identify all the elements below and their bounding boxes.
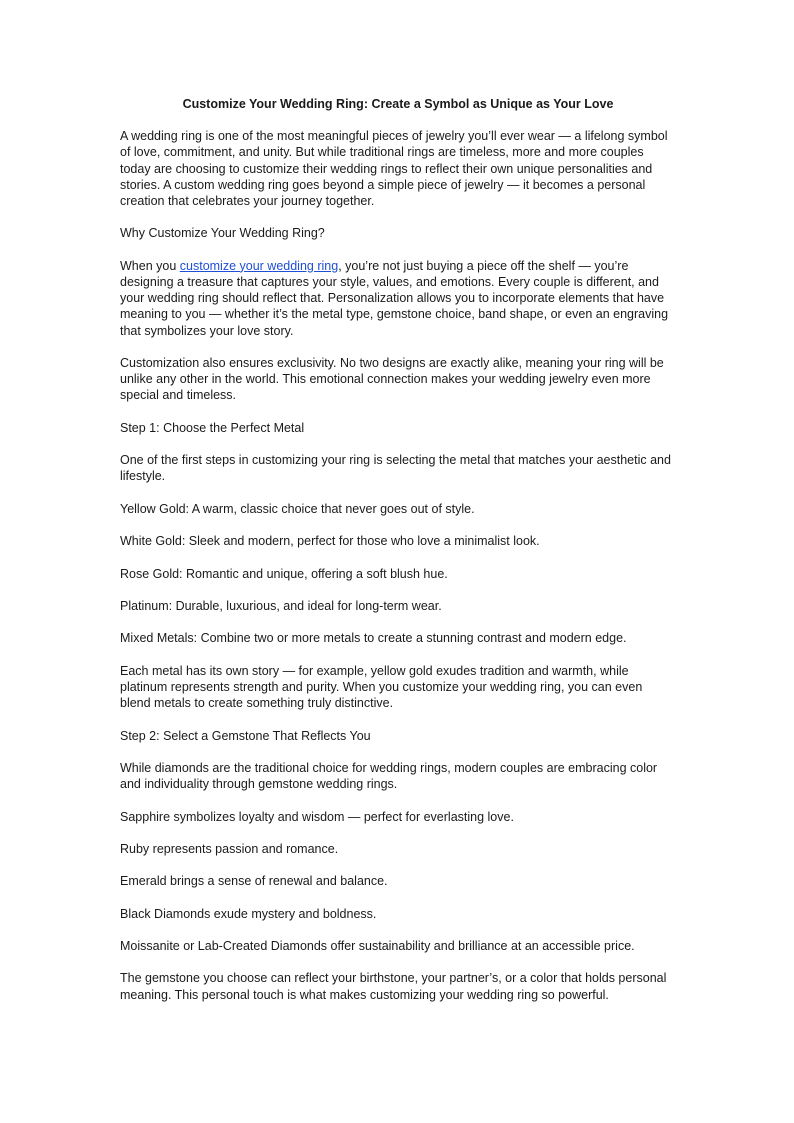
why-paragraph-1: [120, 258, 676, 339]
document-page: [120, 96, 676, 1019]
customize-ring-link[interactable]: customize your wedding ring: [179, 258, 339, 273]
step2-outro: The gemstone you choose can reflect your birthstone, your partner’s, or a color that holds personal meaning. This personal touch is what makes customizing your wedding ring so powerful.: [120, 971, 667, 1002]
gem-item-sapphire: Sapphire symbolizes loyalty and wisdom — perfect for everlasting love.: [120, 809, 514, 824]
gem-item-emerald: Emerald brings a sense of renewal and balance.: [120, 874, 388, 889]
metal-item-white-gold: White Gold: Sleek and modern, perfect for those who love a minimalist look.: [120, 534, 540, 549]
gem-item-black-diamonds: Black Diamonds exude mystery and boldness.: [120, 906, 377, 921]
metal-item-mixed-metals: Mixed Metals: Combine two or more metals to create a stunning contrast and modern edge.: [120, 631, 627, 646]
metal-item-yellow-gold: Yellow Gold: A warm, classic choice that never goes out of style.: [120, 501, 475, 516]
step1-outro: Each metal has its own story — for example, yellow gold exudes tradition and warmth, while platinum represents strength and purity. When you customize your wedding ring, you can even blend metals to create something truly distinctive.: [120, 663, 643, 711]
step1-heading: Step 1: Choose the Perfect Metal: [120, 420, 305, 435]
page-title: Customize Your Wedding Ring: Create a Symbol as Unique as Your Love: [182, 97, 614, 111]
why-paragraph-2: Customization also ensures exclusivity. No two designs are exactly alike, meaning your ring will be unlike any other in the world. This emotional connection makes your wedding jewelry even more special and timeless.: [120, 356, 664, 403]
metal-item-rose-gold: Rose Gold: Romantic and unique, offering a soft blush hue.: [120, 566, 448, 581]
gem-item-ruby: Ruby represents passion and romance.: [120, 841, 339, 856]
step2-heading: Step 2: Select a Gemstone That Reflects You: [120, 728, 371, 743]
intro-paragraph: A wedding ring is one of the most meaningful pieces of jewelry you’ll ever wear — a lifelong symbol of love, commitment, and unity. But while traditional rings are timeless, more and more couples today are choosing to customize their wedding rings to reflect their own unique personalities and stories. A custom wedding ring goes beyond a simple piece of jewelry — it becomes a personal creation that celebrates your journey together.: [120, 129, 668, 209]
why-p1-after: , you’re not just buying a piece off the shelf — you’re designing a treasure that captures your style, values, and emotions. Every couple is different, and your wedding ring should reflect that. Personalization allows you to incorporate elements that have meaning to you — whether it’s the metal type, gemstone choice, band shape, or even an engraving that symbolizes your love story.: [120, 258, 669, 338]
why-p1-before: When you: [120, 258, 180, 273]
step1-intro: One of the first steps in customizing your ring is selecting the metal that matches your aesthetic and lifestyle.: [120, 453, 671, 484]
metal-item-platinum: Platinum: Durable, luxurious, and ideal for long-term wear.: [120, 598, 442, 613]
why-heading: Why Customize Your Wedding Ring?: [120, 226, 325, 241]
step2-intro: While diamonds are the traditional choice for wedding rings, modern couples are embracing color and individuality through gemstone wedding rings.: [120, 760, 658, 792]
gem-item-moissanite: Moissanite or Lab-Created Diamonds offer sustainability and brilliance at an accessible price.: [120, 939, 635, 954]
